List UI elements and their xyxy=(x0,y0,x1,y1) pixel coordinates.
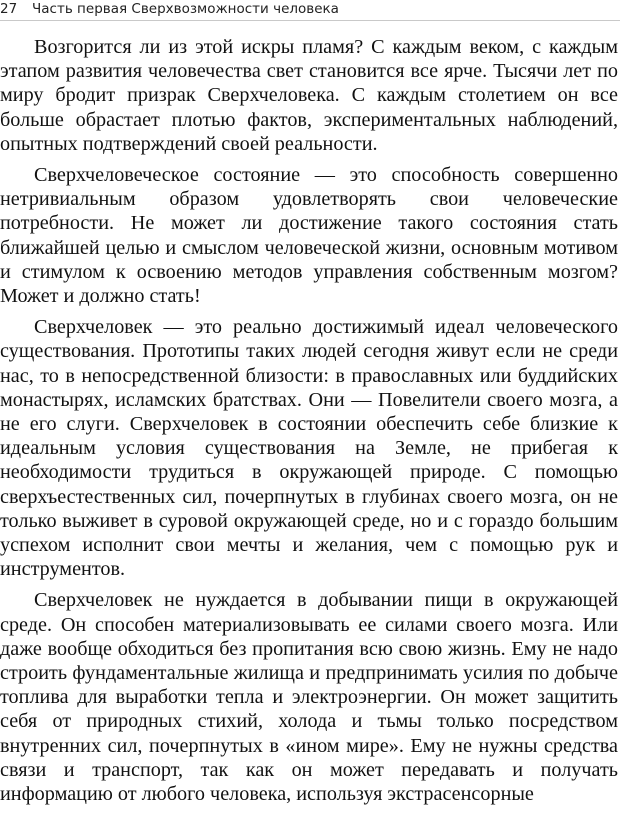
paragraph: Сверхчеловеческое состояние — это способность совершенно нетривиальным образом удовлетворять свои человеческие потребности. Не может ли достижение такого состояния стать ближайшей целью и смыслом человеческой жизни, основным мотивом и стимулом к освоению методов управления собственным мозгом? Может и должно стать! xyxy=(0,164,618,308)
running-title: Часть первая Сверхвозможности человека xyxy=(32,1,339,17)
paragraph: Возгорится ли из этой искры пламя? С каждым веком, с каждым этапом развития человечества свет становится все ярче. Тысячи лет по миру бродит призрак Сверхчеловека. С каждым столетием он все больше обрастает плотью фактов, экспериментальных наблюдений, опытных подтверждений своей реальности. xyxy=(0,36,618,155)
paragraph: Сверхчеловек не нуждается в добывании пищи в окружающей среде. Он способен материализовывать ее силами своего мозга. Или даже вообще обходиться без пропитания всю свою жизнь. Ему не надо строить фундаментальные жилища и предпринимать усилия по добыче топлива для выработки тепла и электроэнергии. Он может защитить себя от природных стихий, холода и тьмы только посредством внутренних сил, почерпнутых в «ином мире». Ему не нужны средства связи и транспорт, так как он может передавать и получать информацию от любого человека, используя экстрасенсорные xyxy=(0,589,618,806)
paragraph: Сверхчеловек — это реально достижимый идеал человеческого существования. Прототипы таких людей сегодня живут если не среди нас, то в непосредственной близости: в православных или буддийских монастырях, исламских братствах. Они — Повелители своего мозга, а не его слуги. Сверхчеловек в состоянии обеспечить себе близкие к идеальным условия существования на Земле, не прибегая к необходимости трудиться в окружающей природе. С помощью сверхъестественных сил, почерпнутых в глубинах своего мозга, он не только выживет в суровой окружающей среде, но и с гораздо большим успехом исполнит свои мечты и желания, чем с помощью рук и инструментов. xyxy=(0,316,618,581)
page-number: 27 xyxy=(0,1,18,17)
body-text xyxy=(0,35,618,813)
page-header xyxy=(0,0,620,21)
